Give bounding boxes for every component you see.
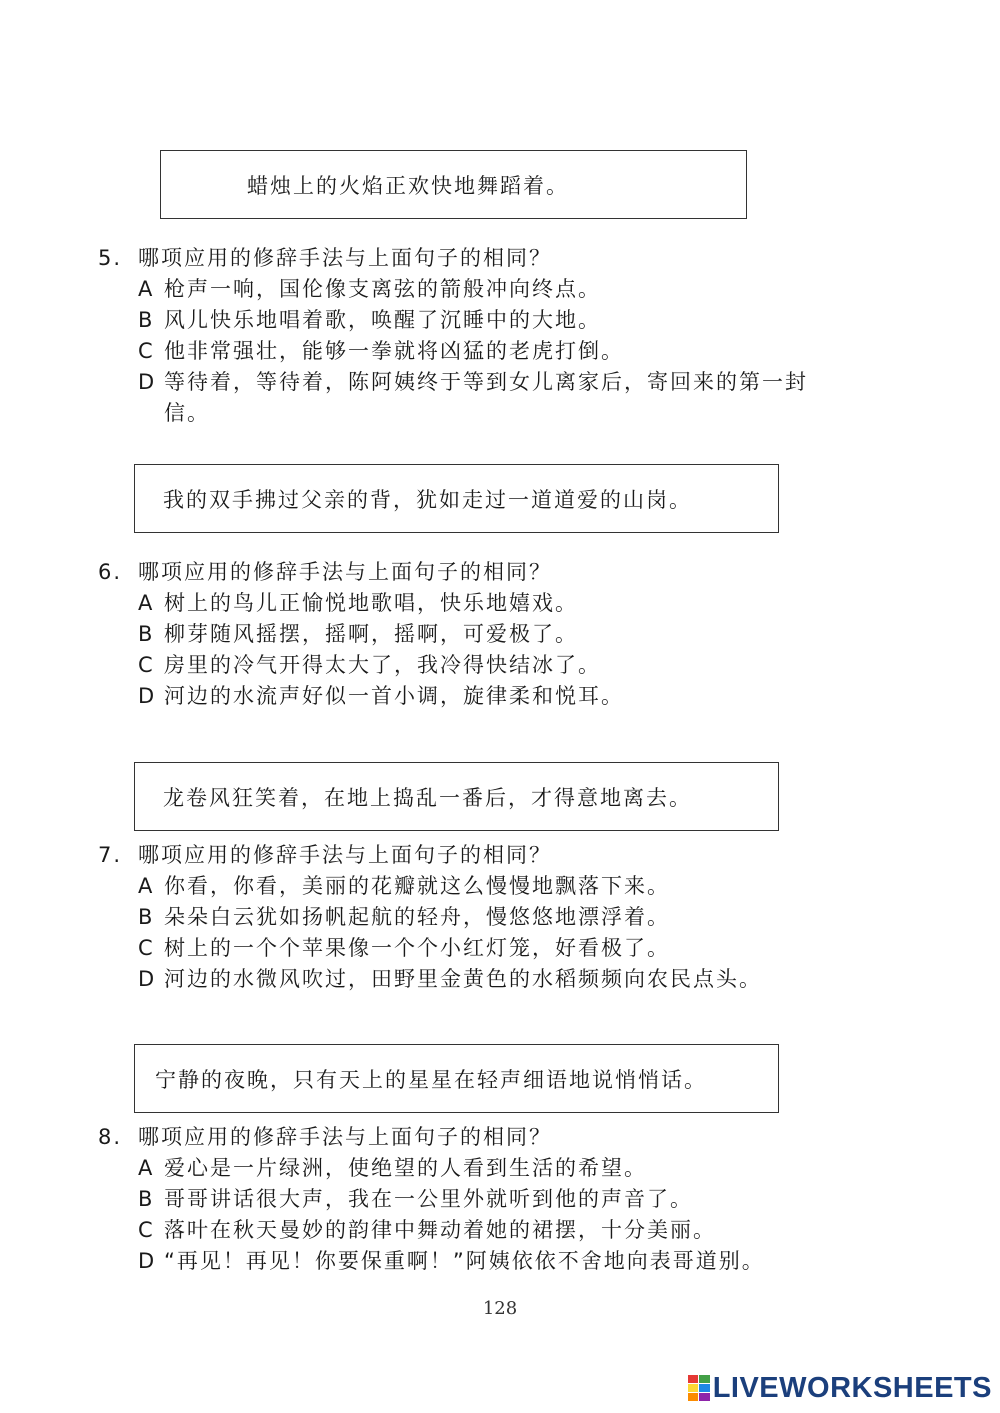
sentence-box-2 [134, 464, 779, 533]
option-c[interactable]: C 树上的一个个苹果像一个个小红灯笼，好看极了。 [138, 936, 670, 960]
option-a[interactable]: A 枪声一响，国伦像支离弦的箭般冲向终点。 [138, 277, 601, 301]
sentence-box-3 [134, 762, 779, 831]
option-d[interactable]: D 等待着，等待着，陈阿姨终于等到女儿离家后，寄回来的第一封 [138, 370, 808, 394]
question-8 [98, 1122, 765, 1277]
question-number: 5. [98, 246, 123, 270]
option-b[interactable]: B 柳芽随风摇摆，摇啊，摇啊，可爱极了。 [138, 622, 578, 646]
sentence-box-1 [160, 150, 747, 219]
sentence-box-4 [134, 1044, 779, 1113]
logo-mark-icon [688, 1375, 710, 1401]
question-number: 8. [98, 1125, 123, 1149]
logo-tile [688, 1375, 699, 1383]
option-b[interactable]: B 哥哥讲话很大声，我在一公里外就听到他的声音了。 [138, 1187, 693, 1211]
question-5 [98, 243, 808, 429]
logo-tile [699, 1384, 710, 1392]
question-stem: 哪项应用的修辞手法与上面句子的相同？ [138, 1125, 552, 1149]
logo-tile [688, 1393, 699, 1401]
option-c[interactable]: C 落叶在秋天曼妙的韵律中舞动着她的裙摆，十分美丽。 [138, 1218, 716, 1242]
option-a[interactable]: A 爱心是一片绿洲，使绝望的人看到生活的希望。 [138, 1156, 647, 1180]
option-c[interactable]: C 房里的冷气开得太大了，我冷得快结冰了。 [138, 653, 601, 677]
option-b[interactable]: B 朵朵白云犹如扬帆起航的轻舟，慢悠悠地漂浮着。 [138, 905, 670, 929]
option-c[interactable]: C 他非常强壮，能够一拳就将凶猛的老虎打倒。 [138, 339, 624, 363]
logo-tile [699, 1375, 710, 1383]
question-number: 6. [98, 560, 123, 584]
option-a[interactable]: A 树上的鸟儿正愉悦地歌唱，快乐地嬉戏。 [138, 591, 578, 615]
sentence-text: 龙卷风狂笑着，在地上捣乱一番后，才得意地离去。 [163, 785, 692, 810]
logo-tile [699, 1393, 710, 1401]
sentence-text: 蜡烛上的火焰正欢快地舞蹈着。 [247, 173, 569, 198]
question-stem: 哪项应用的修辞手法与上面句子的相同？ [138, 843, 552, 867]
question-number: 7. [98, 843, 123, 867]
page-number: 128 [482, 1298, 518, 1319]
option-a[interactable]: A 你看，你看，美丽的花瓣就这么慢慢地飘落下来。 [138, 874, 670, 898]
question-7 [98, 840, 762, 995]
option-d[interactable]: D 河边的水微风吹过，田野里金黄色的水稻频频向农民点头。 [138, 967, 762, 991]
question-stem: 哪项应用的修辞手法与上面句子的相同？ [138, 560, 552, 584]
logo-tile [688, 1384, 699, 1392]
question-6 [98, 557, 624, 712]
option-b[interactable]: B 风儿快乐地唱着歌，唤醒了沉睡中的大地。 [138, 308, 601, 332]
option-d[interactable]: D 河边的水流声好似一首小调，旋律柔和悦耳。 [138, 684, 624, 708]
option-d[interactable]: D “再见！再见！你要保重啊！”阿姨依依不舍地向表哥道别。 [138, 1249, 765, 1273]
option-d-wrap: 信。 [164, 401, 210, 425]
question-stem: 哪项应用的修辞手法与上面句子的相同？ [138, 246, 552, 270]
liveworksheets-logo[interactable] [688, 1371, 992, 1405]
sentence-text: 我的双手拂过父亲的背，犹如走过一道道爱的山岗。 [163, 487, 692, 512]
logo-wordmark: LIVEWORKSHEETS [712, 1371, 992, 1404]
sentence-text: 宁静的夜晚，只有天上的星星在轻声细语地说悄悄话。 [155, 1067, 707, 1092]
